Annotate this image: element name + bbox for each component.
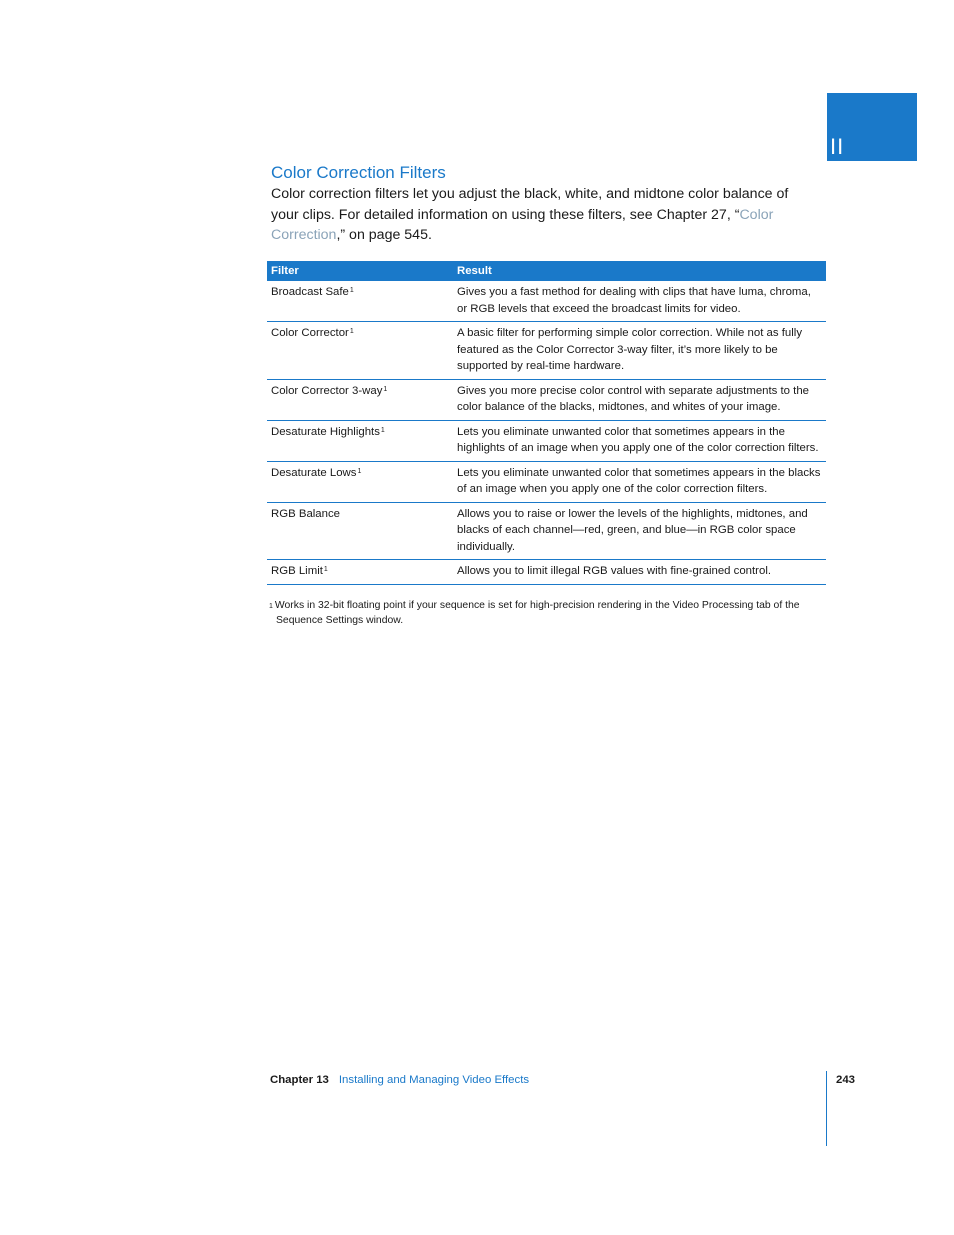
table-row [267,560,826,585]
footnote-text: Works in 32-bit floating point if your sequence is set for high-precision rendering in the Video Processing tab of the [274,600,800,611]
part-tab-label: II [830,134,845,159]
result-cell: Allows you to limit illegal RGB values with fine-grained control. [453,560,826,585]
footnote-marker: 1 [349,328,354,335]
table-row [267,379,826,420]
result-cell: Lets you eliminate unwanted color that sometimes appears in the highlights of an image when you apply one of the color correction filters. [453,420,826,461]
intro-text: Color correction filters let you adjust the black, white, and midtone color balance of your clips. For detailed information on using these filters, see Chapter 27, “ [271,186,789,223]
result-cell: Allows you to raise or lower the levels of the highlights, midtones, and blacks of each channel—red, green, and blue—in RGB color space individually. [453,502,826,560]
result-cell: Gives you more precise color control with separate adjustments to the color balance of the blacks, midtones, and whites of your image. [453,379,826,420]
table-row [267,420,826,461]
result-cell: Lets you eliminate unwanted color that sometimes appears in the blacks of an image when you apply one of the color correction filters. [453,461,826,502]
filter-cell [267,322,453,380]
column-header-filter: Filter [267,261,453,281]
filter-cell [267,420,453,461]
page-footer [270,1072,529,1088]
footnote-marker: 1 [383,385,388,393]
filter-name: Desaturate Lows [271,466,357,479]
table-header-row [267,261,826,281]
filter-cell [267,502,453,560]
part-tab [827,93,917,161]
filter-cell [267,281,453,322]
footer-chapter-title-link[interactable]: Installing and Managing Video Effects [338,1074,530,1086]
footnote-marker: 1 [357,467,362,475]
chapter-cross-reference-link[interactable]: Color Correction [271,206,774,244]
filter-cell [267,560,453,585]
result-cell: Gives you a fast method for dealing with clips that have luma, chroma, or RGB levels that exceed the broadcast limits for video. [453,281,826,322]
footnote-marker: 1 [380,426,385,434]
intro-paragraph [271,184,811,246]
table-row [267,461,826,502]
filter-name: RGB Limit [271,565,323,577]
filter-name: Desaturate Highlights [271,425,380,438]
footnote-number: 1 [269,603,273,610]
footer-divider [826,1071,827,1146]
filter-cell [267,461,453,502]
table-footnote [269,599,829,628]
table-row [267,502,826,560]
page-number: 243 [836,1074,856,1086]
table-row [267,322,826,380]
filter-name: Broadcast Safe [271,286,349,298]
column-header-result: Result [453,261,826,281]
footnote-marker: 1 [323,566,328,573]
filter-table [267,261,826,585]
filter-name: RGB Balance [271,507,341,520]
section-title: Color Correction Filters [271,163,446,182]
footnote-text-continued: Sequence Settings window. [276,614,404,626]
table-row [267,281,826,322]
result-cell: A basic filter for performing simple color correction. While not as fully featured as the Color Corrector 3-way filter, it’s more likely to be supported by real-time hardware. [453,322,826,380]
footer-chapter-label: Chapter 13 [270,1074,329,1086]
filter-cell [267,379,453,420]
intro-text-end: ,” on page 545. [336,227,432,244]
footnote-marker: 1 [349,287,354,294]
filter-name: Color Corrector 3-way [271,384,383,397]
filter-name: Color Corrector [271,327,349,339]
